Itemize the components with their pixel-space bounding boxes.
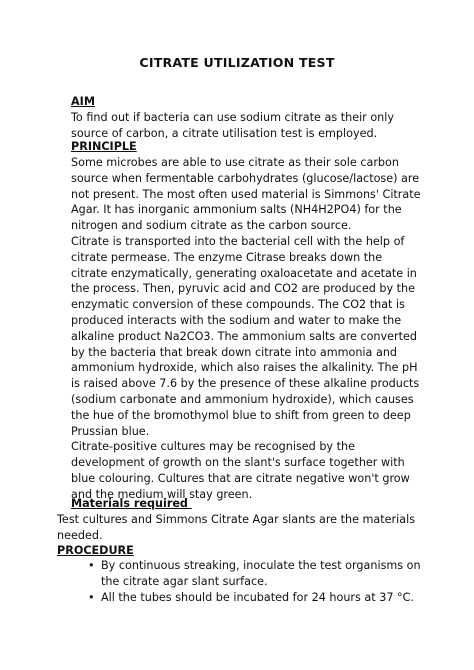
materials-heading: Materials required bbox=[71, 497, 192, 510]
principle-heading: PRINCIPLE bbox=[71, 140, 137, 153]
procedure-step-text: By continuous streaking, inoculate the test organisms on the citrate agar slant surface. bbox=[101, 559, 421, 588]
principle-paragraph: Some microbes are able to use citrate as their sole carbon source when fermentable carbohydrates (glucose/lactose) are not present. The most often used material is Simmons' Citrate Agar. It has inorganic ammonium salts (NH4H2PO4) for the nitrogen and sodium citrate as the carbon source. bbox=[71, 156, 421, 233]
materials-text: Test cultures and Simmons Citrate Agar slants are the materials needed. bbox=[57, 513, 416, 542]
principle-paragraph: Citrate-positive cultures may be recognised by the development of growth on the slant's surface together with blue colouring. Cultures that are citrate negative won't grow and the medium will stay green. bbox=[71, 440, 410, 501]
procedure-step bbox=[57, 558, 427, 590]
procedure-steps bbox=[57, 558, 427, 605]
procedure-step bbox=[57, 590, 427, 606]
bullet-icon: • bbox=[88, 559, 95, 572]
aim-text: To find out if bacteria can use sodium citrate as their only source of carbon, a citrate utilisation test is employed. bbox=[71, 111, 394, 140]
bullet-icon: • bbox=[88, 590, 95, 604]
aim-heading: AIM bbox=[71, 95, 95, 108]
procedure-step-text: All the tubes should be incubated for 24 hours at 37 °C. bbox=[101, 590, 414, 604]
procedure-heading: PROCEDURE bbox=[57, 544, 134, 557]
principle-section bbox=[71, 155, 421, 503]
principle-paragraph: Citrate is transported into the bacterial cell with the help of citrate permease. The enzyme Citrase breaks down the citrate enzymatically, generating oxaloacetate and acetate in the process. Then, pyruvic acid and CO2 are produced by the enzymatic conversion of these compounds. The CO2 that is produced interacts with the sodium and water to make the alkaline product Na2CO3. The ammonium salts are converted by the bacteria that break down citrate into ammonia and ammonium hydroxide, which also raises the alkalinity. The pH is raised above 7.6 by the presence of these alkaline products (sodium carbonate and ammonium hydroxide), which causes the hue of the bromothymol blue to shift from green to deep Prussian blue. bbox=[71, 234, 420, 438]
document-title: CITRATE UTILIZATION TEST bbox=[139, 55, 335, 70]
